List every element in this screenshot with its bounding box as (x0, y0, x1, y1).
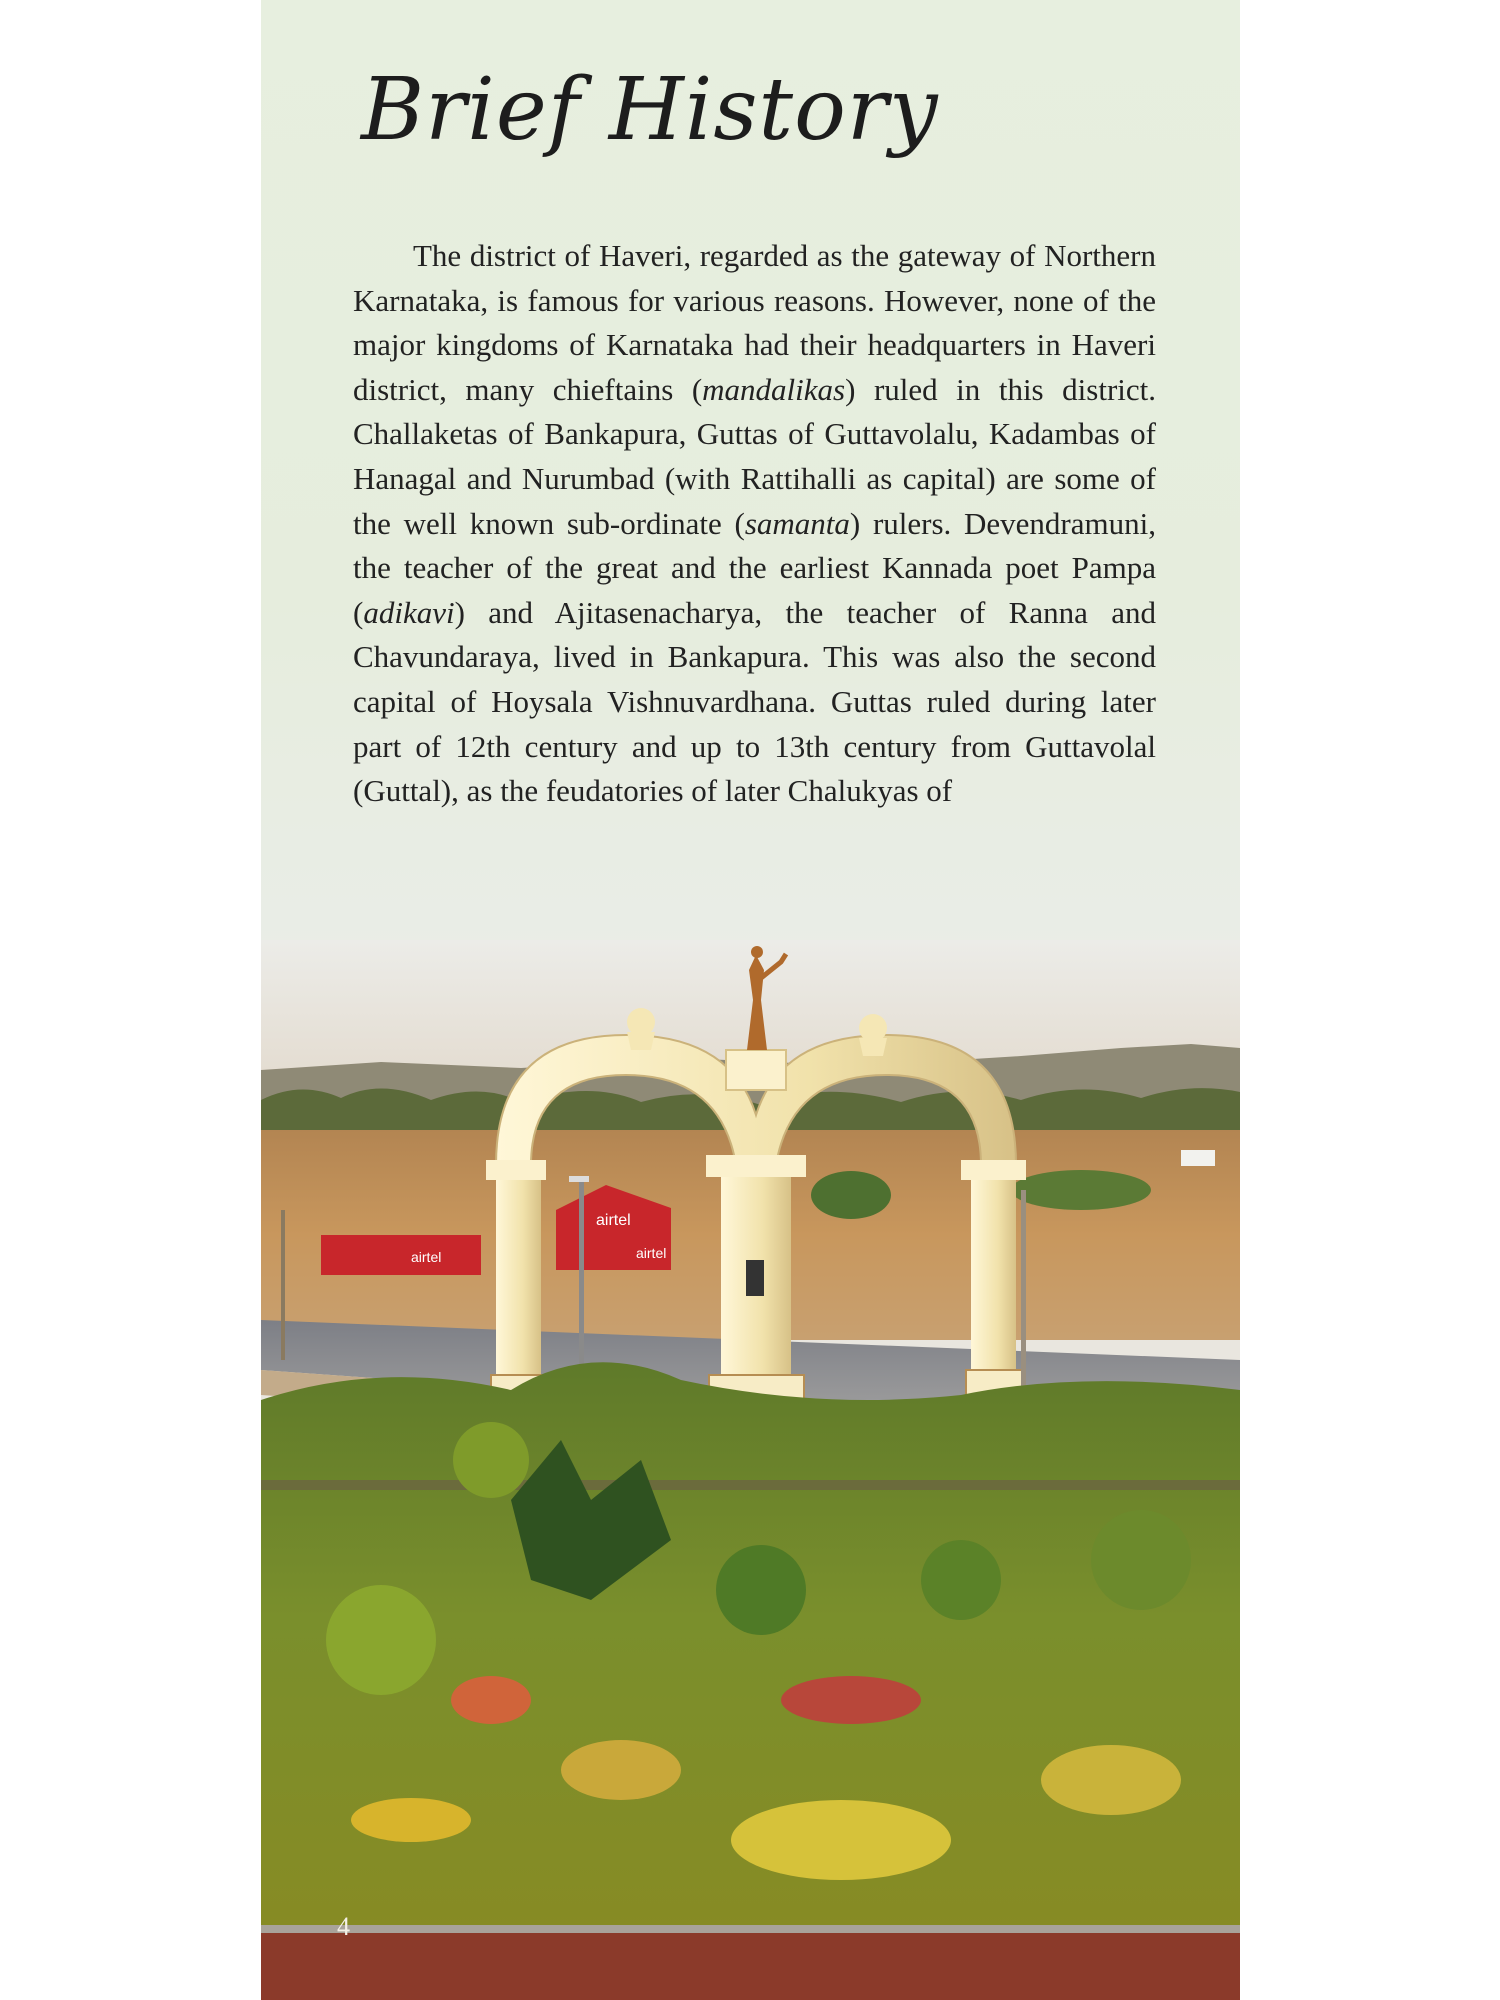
flower-bed-yellow-1 (351, 1798, 471, 1842)
flower-bed-orange-1 (451, 1676, 531, 1724)
left-pole (281, 1210, 285, 1360)
bush-4 (1091, 1510, 1191, 1610)
tree-cluster-right (1011, 1170, 1151, 1210)
sign-text-3: airtel (636, 1245, 667, 1261)
bush-5 (326, 1585, 436, 1695)
flower-bed-yellow-3 (1041, 1745, 1181, 1815)
paragraph-text-2: ) ruled in this district. Challaketas of Bankapura, Guttas of Guttavolalu, Kadambas of Hanagal and Nurumbad (with Rattihalli as capital) are some of the well known sub-ordinate ( (353, 371, 1156, 541)
front-fence (261, 1925, 1240, 2000)
gateway-arch-photo (261, 940, 1240, 2000)
sign-text-2: airtel (596, 1212, 631, 1229)
page-number: 4 (337, 1912, 350, 1941)
flower-bed-yellow-2 (731, 1800, 951, 1880)
distant-house (1181, 1150, 1215, 1166)
paragraph-term-samanta: samanta (744, 505, 850, 541)
page-title: Brief History (361, 60, 939, 160)
paragraph-text-1: The district of Haveri, regarded as the gateway of Northern Karnataka, is famous for various reasons. However, none of the major kingdoms of Karnataka had their headquarters in Haveri district, many chieftains ( (353, 238, 1156, 407)
bush-2 (716, 1545, 806, 1635)
street-light-head (569, 1176, 589, 1182)
sign-text-1: airtel (411, 1249, 442, 1265)
paragraph-text-4: ) and Ajitasenacharya, the teacher of Ranna and Chavundaraya, lived in Bankapura. This was also the second capital of Hoysala Vishnuvardhana. Guttas ruled during later part of 12th century and up to 13th century from Guttavolal (Guttal), as the feudatories of later Chalukyas of (353, 594, 1156, 809)
flower-bed-red (781, 1676, 921, 1724)
garden-fence (261, 1480, 1240, 1490)
tree-cluster-middle (811, 1171, 891, 1219)
bush-1 (453, 1422, 529, 1498)
brochure-page (261, 0, 1240, 2000)
paragraph-text-3: ) rulers. Devendramuni, the teacher of the great and the earliest Kannada poet Pampa ( (353, 505, 1156, 630)
front-fence-rail (261, 1925, 1240, 1933)
history-paragraph (353, 234, 1156, 814)
paragraph-term-mandalikas: mandalikas (702, 371, 846, 407)
paragraph-term-adikavi: adikavi (363, 594, 455, 630)
bush-3 (921, 1540, 1001, 1620)
flower-bed-yellow-4 (561, 1740, 681, 1800)
shop-left (321, 1235, 481, 1275)
